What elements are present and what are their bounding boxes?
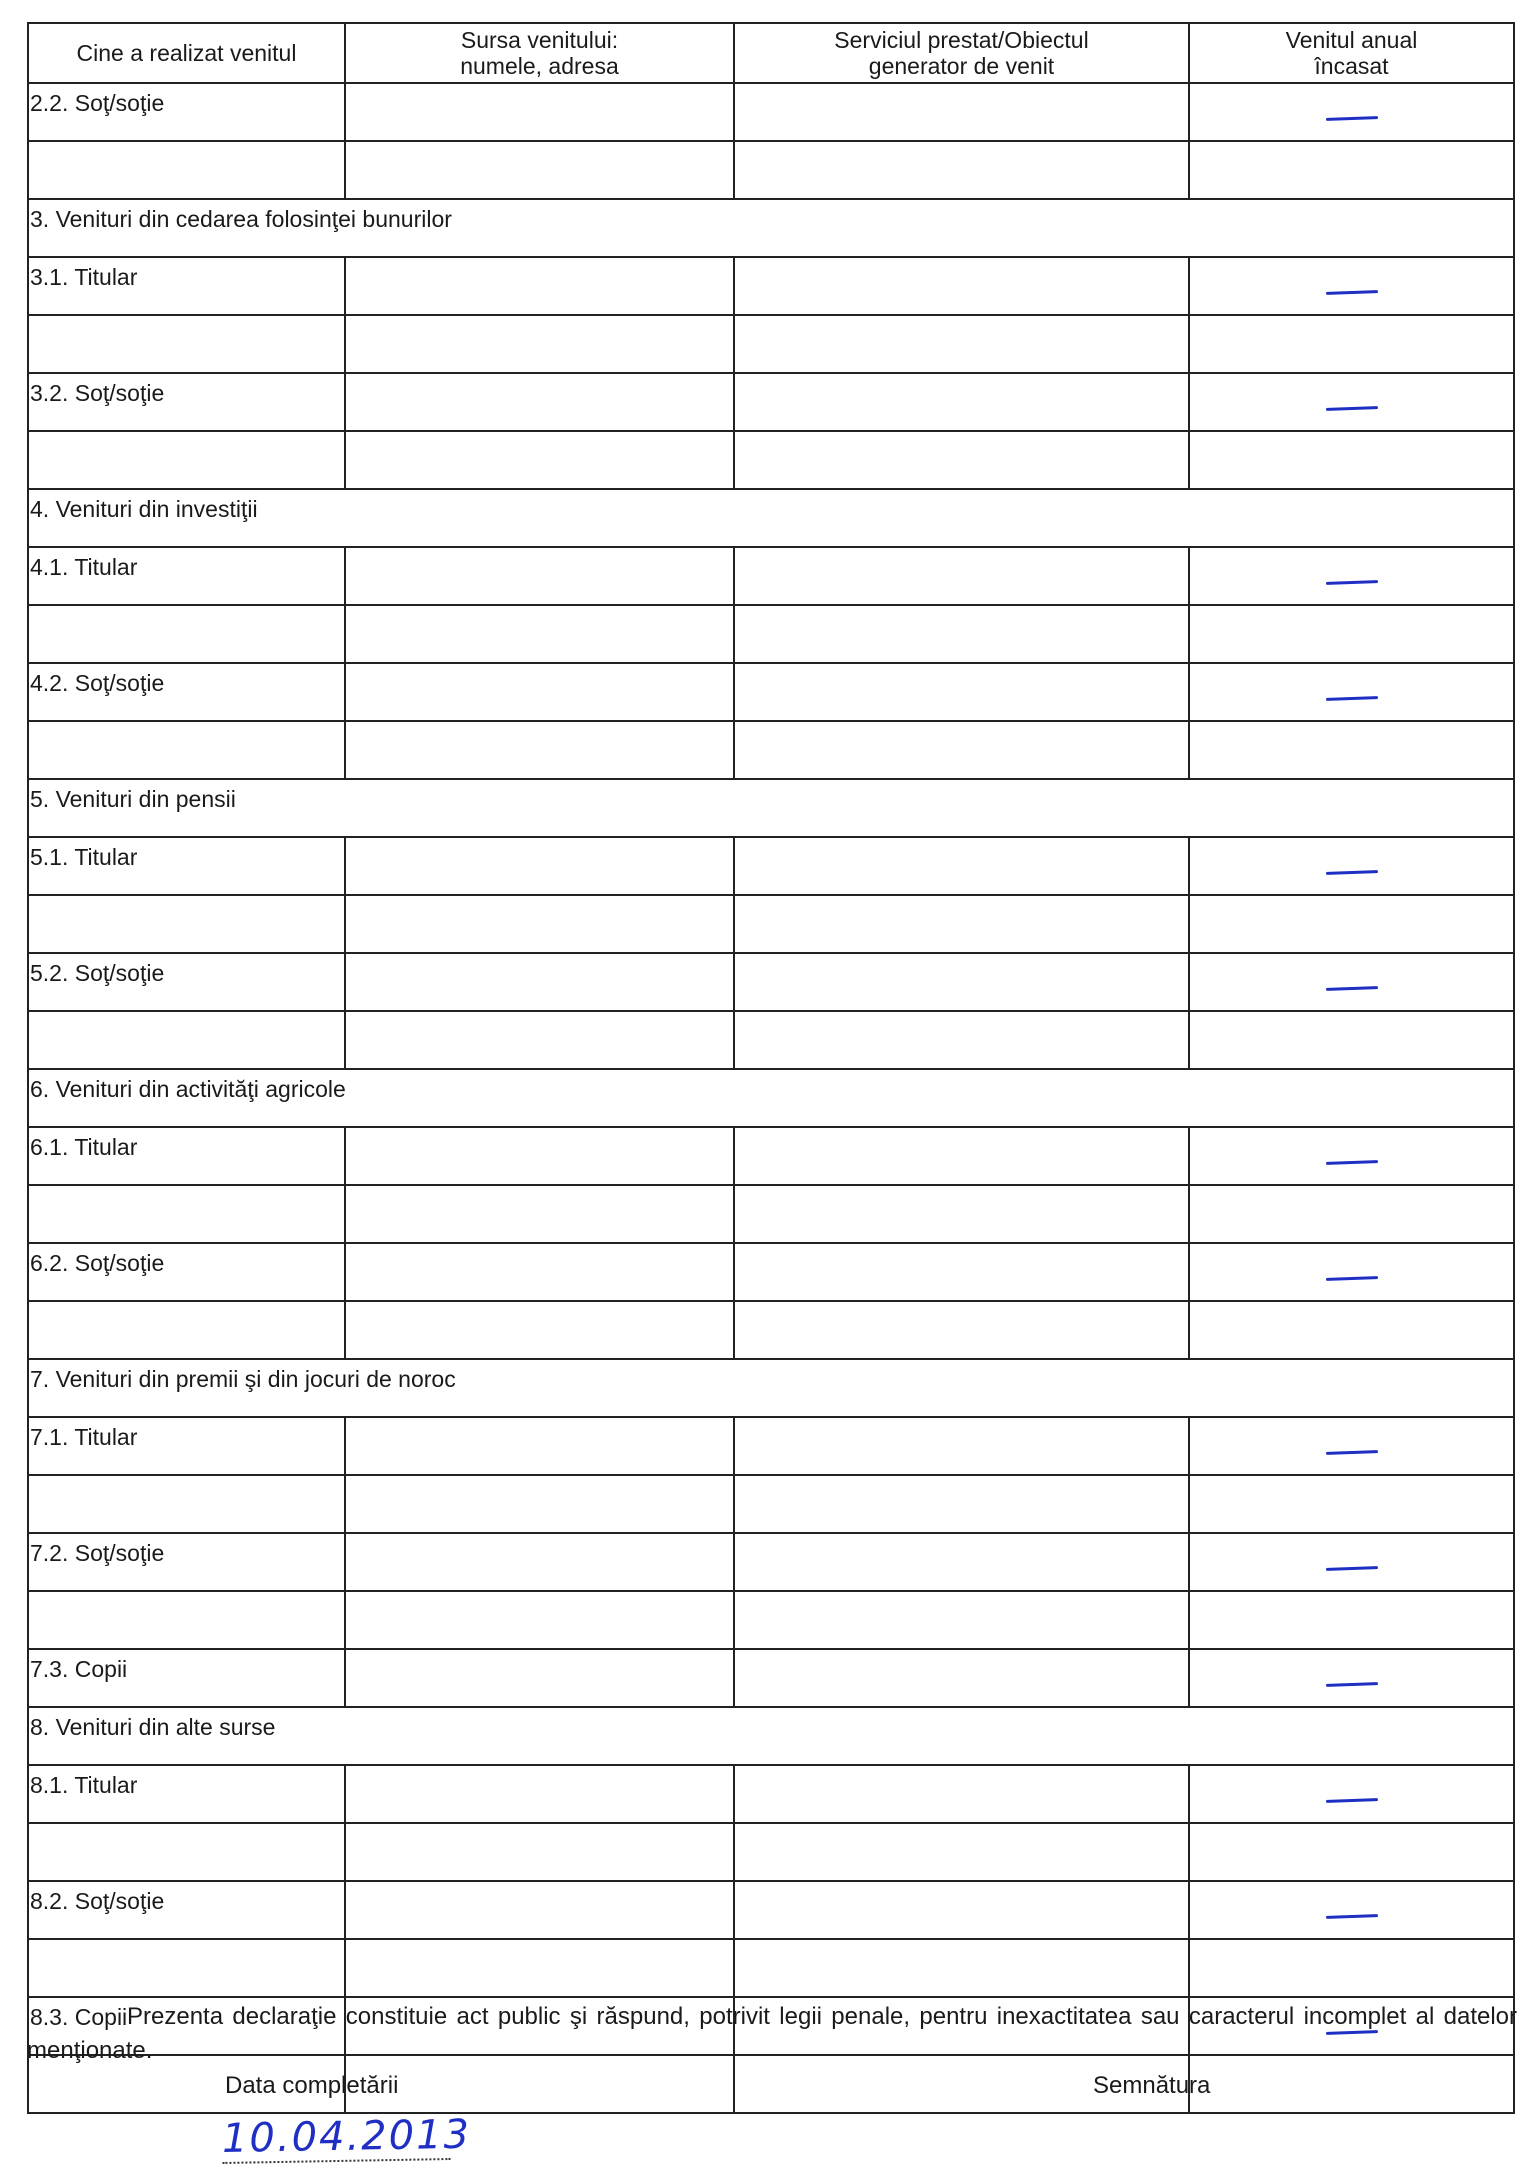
service-cell [734,1127,1189,1185]
blank-row [28,1301,1514,1359]
handwritten-dash [1325,1566,1377,1571]
earner-cell [28,1301,345,1359]
source-cell [345,141,734,199]
table-body [28,83,1514,2113]
annual-income-cell [1189,895,1514,953]
annual-income-cell [1189,837,1514,895]
annual-income-cell [1189,1417,1514,1475]
annual-income-cell [1189,141,1514,199]
handwritten-dash [1325,870,1377,875]
annual-income-cell [1189,1011,1514,1069]
annual-income-cell [1189,1243,1514,1301]
source-cell [345,1881,734,1939]
earner-cell: 4.2. Soţ/soţie [28,663,345,721]
blank-row [28,1591,1514,1649]
annual-income-cell [1189,663,1514,721]
date-field[interactable]: 10.04.2013 [221,2111,472,2162]
earner-cell: 8.3. Copii [28,1997,345,2055]
earner-cell: 6.1. Titular [28,1127,345,1185]
handwritten-dash [1325,580,1377,585]
table-row [28,373,1514,431]
blank-row [28,431,1514,489]
table-row [28,837,1514,895]
service-cell [734,431,1189,489]
handwritten-dash [1325,1160,1377,1165]
earner-cell: 3.1. Titular [28,257,345,315]
source-cell [345,605,734,663]
blank-row [28,895,1514,953]
earner-cell [28,1591,345,1649]
earner-cell: 8.1. Titular [28,1765,345,1823]
source-cell [345,663,734,721]
section-heading: 3. Venituri din cedarea folosinţei bunurilor [28,199,1514,257]
earner-cell: 6.2. Soţ/soţie [28,1243,345,1301]
header-source: Sursa venitului: numele, adresa [345,23,734,83]
table-row [28,663,1514,721]
source-cell [345,1649,734,1707]
blank-row [28,1011,1514,1069]
earner-cell: 5.2. Soţ/soţie [28,953,345,1011]
blank-row [28,1939,1514,1997]
section-heading: 5. Venituri din pensii [28,779,1514,837]
earner-cell: 7.2. Soţ/soţie [28,1533,345,1591]
source-cell [345,1475,734,1533]
earner-cell [28,1939,345,1997]
earner-cell: 3.2. Soţ/soţie [28,373,345,431]
service-cell [734,1417,1189,1475]
service-cell [734,605,1189,663]
source-cell [345,1417,734,1475]
blank-row [28,141,1514,199]
annual-income-cell [1189,721,1514,779]
blank-row [28,1823,1514,1881]
annual-income-cell [1189,1301,1514,1359]
handwritten-dash [1325,1450,1377,1455]
section-heading: 4. Venituri din investiţii [28,489,1514,547]
table-row [28,1243,1514,1301]
blank-row [28,605,1514,663]
earner-cell [28,1475,345,1533]
service-cell [734,1243,1189,1301]
table-row [28,953,1514,1011]
source-cell [345,373,734,431]
service-cell [734,1823,1189,1881]
annual-income-cell [1189,953,1514,1011]
service-cell [734,1649,1189,1707]
table-row [28,1127,1514,1185]
service-cell [734,547,1189,605]
table-header-row [28,23,1514,83]
handwritten-dash [1325,116,1377,121]
section-heading: 6. Venituri din activităţi agricole [28,1069,1514,1127]
blank-row [28,1185,1514,1243]
service-cell [734,1591,1189,1649]
earner-cell [28,1823,345,1881]
handwritten-dash [1325,1682,1377,1687]
source-cell [345,1765,734,1823]
header-who: Cine a realizat venitul [28,23,345,83]
handwritten-dash [1325,290,1377,295]
handwritten-dash [1325,696,1377,701]
source-cell [345,1939,734,1997]
service-cell [734,1939,1189,1997]
annual-income-cell [1189,1823,1514,1881]
source-cell [345,1185,734,1243]
source-cell [345,953,734,1011]
earner-cell [28,895,345,953]
annual-income-cell [1189,1185,1514,1243]
annual-income-cell [1189,1533,1514,1591]
table-row [28,257,1514,315]
annual-income-cell [1189,315,1514,373]
earner-cell [28,141,345,199]
earner-cell [28,315,345,373]
earner-cell: 7.3. Copii [28,1649,345,1707]
earner-cell: 8.2. Soţ/soţie [28,1881,345,1939]
source-cell [345,1823,734,1881]
earner-cell [28,1011,345,1069]
source-cell [345,1301,734,1359]
header-service: Serviciul prestat/Obiectul generator de venit [734,23,1189,83]
service-cell [734,257,1189,315]
service-cell [734,1765,1189,1823]
annual-income-cell [1189,605,1514,663]
handwritten-dash [1325,1798,1377,1803]
source-cell [345,431,734,489]
section-row [28,1069,1514,1127]
blank-row [28,1475,1514,1533]
earner-cell [28,605,345,663]
service-cell [734,83,1189,141]
section-heading: 7. Venituri din premii şi din jocuri de noroc [28,1359,1514,1417]
blank-row [28,315,1514,373]
blank-row [28,721,1514,779]
table-row [28,1417,1514,1475]
source-cell [345,315,734,373]
table-row [28,1881,1514,1939]
annual-income-cell [1189,1475,1514,1533]
table-row [28,1533,1514,1591]
source-cell [345,721,734,779]
source-cell [345,257,734,315]
service-cell [734,1301,1189,1359]
handwritten-dash [1325,1914,1377,1919]
table-row [28,1649,1514,1707]
source-cell [345,895,734,953]
service-cell [734,837,1189,895]
service-cell [734,1011,1189,1069]
service-cell [734,1533,1189,1591]
earner-cell [28,431,345,489]
table-row [28,547,1514,605]
section-row [28,489,1514,547]
service-cell [734,953,1189,1011]
annual-income-cell [1189,431,1514,489]
earner-cell: 2.2. Soţ/soţie [28,83,345,141]
income-table [27,22,1515,2114]
table-row [28,83,1514,141]
table-row [28,1765,1514,1823]
source-cell [345,1591,734,1649]
source-cell [345,83,734,141]
section-heading: 8. Venituri din alte surse [28,1707,1514,1765]
earner-cell: 7.1. Titular [28,1417,345,1475]
handwritten-dash [1325,1276,1377,1281]
annual-income-cell [1189,83,1514,141]
header-annual-income: Venitul anual încasat [1189,23,1514,83]
handwritten-dash [1325,986,1377,991]
signature-label: Semnătura [1093,2072,1211,2099]
earner-cell: 4.1. Titular [28,547,345,605]
service-cell [734,1185,1189,1243]
section-row [28,199,1514,257]
date-label: Data completării [225,2072,399,2099]
source-cell [345,837,734,895]
annual-income-cell [1189,1765,1514,1823]
declaration-statement: Prezenta declaraţie constituie act public şi răspund, potrivit legii penale, pentru inexactitatea sau caracterul incomplet al datelor menţionate. [27,2003,1517,2064]
service-cell [734,315,1189,373]
service-cell [734,663,1189,721]
section-row [28,1359,1514,1417]
section-row [28,779,1514,837]
source-cell [345,1127,734,1185]
annual-income-cell [1189,257,1514,315]
annual-income-cell [1189,1649,1514,1707]
annual-income-cell [1189,1127,1514,1185]
source-cell [345,1533,734,1591]
service-cell [734,141,1189,199]
service-cell [734,1881,1189,1939]
source-cell [345,1243,734,1301]
source-cell [345,1011,734,1069]
earner-cell [28,1185,345,1243]
earner-cell [28,721,345,779]
service-cell [734,1475,1189,1533]
annual-income-cell [1189,1881,1514,1939]
earner-cell: 5.1. Titular [28,837,345,895]
service-cell [734,721,1189,779]
annual-income-cell [1189,547,1514,605]
annual-income-cell [1189,373,1514,431]
handwritten-dash [1325,406,1377,411]
annual-income-cell [1189,1591,1514,1649]
annual-income-cell [1189,1939,1514,1997]
service-cell [734,895,1189,953]
service-cell [734,373,1189,431]
source-cell [345,547,734,605]
section-row [28,1707,1514,1765]
